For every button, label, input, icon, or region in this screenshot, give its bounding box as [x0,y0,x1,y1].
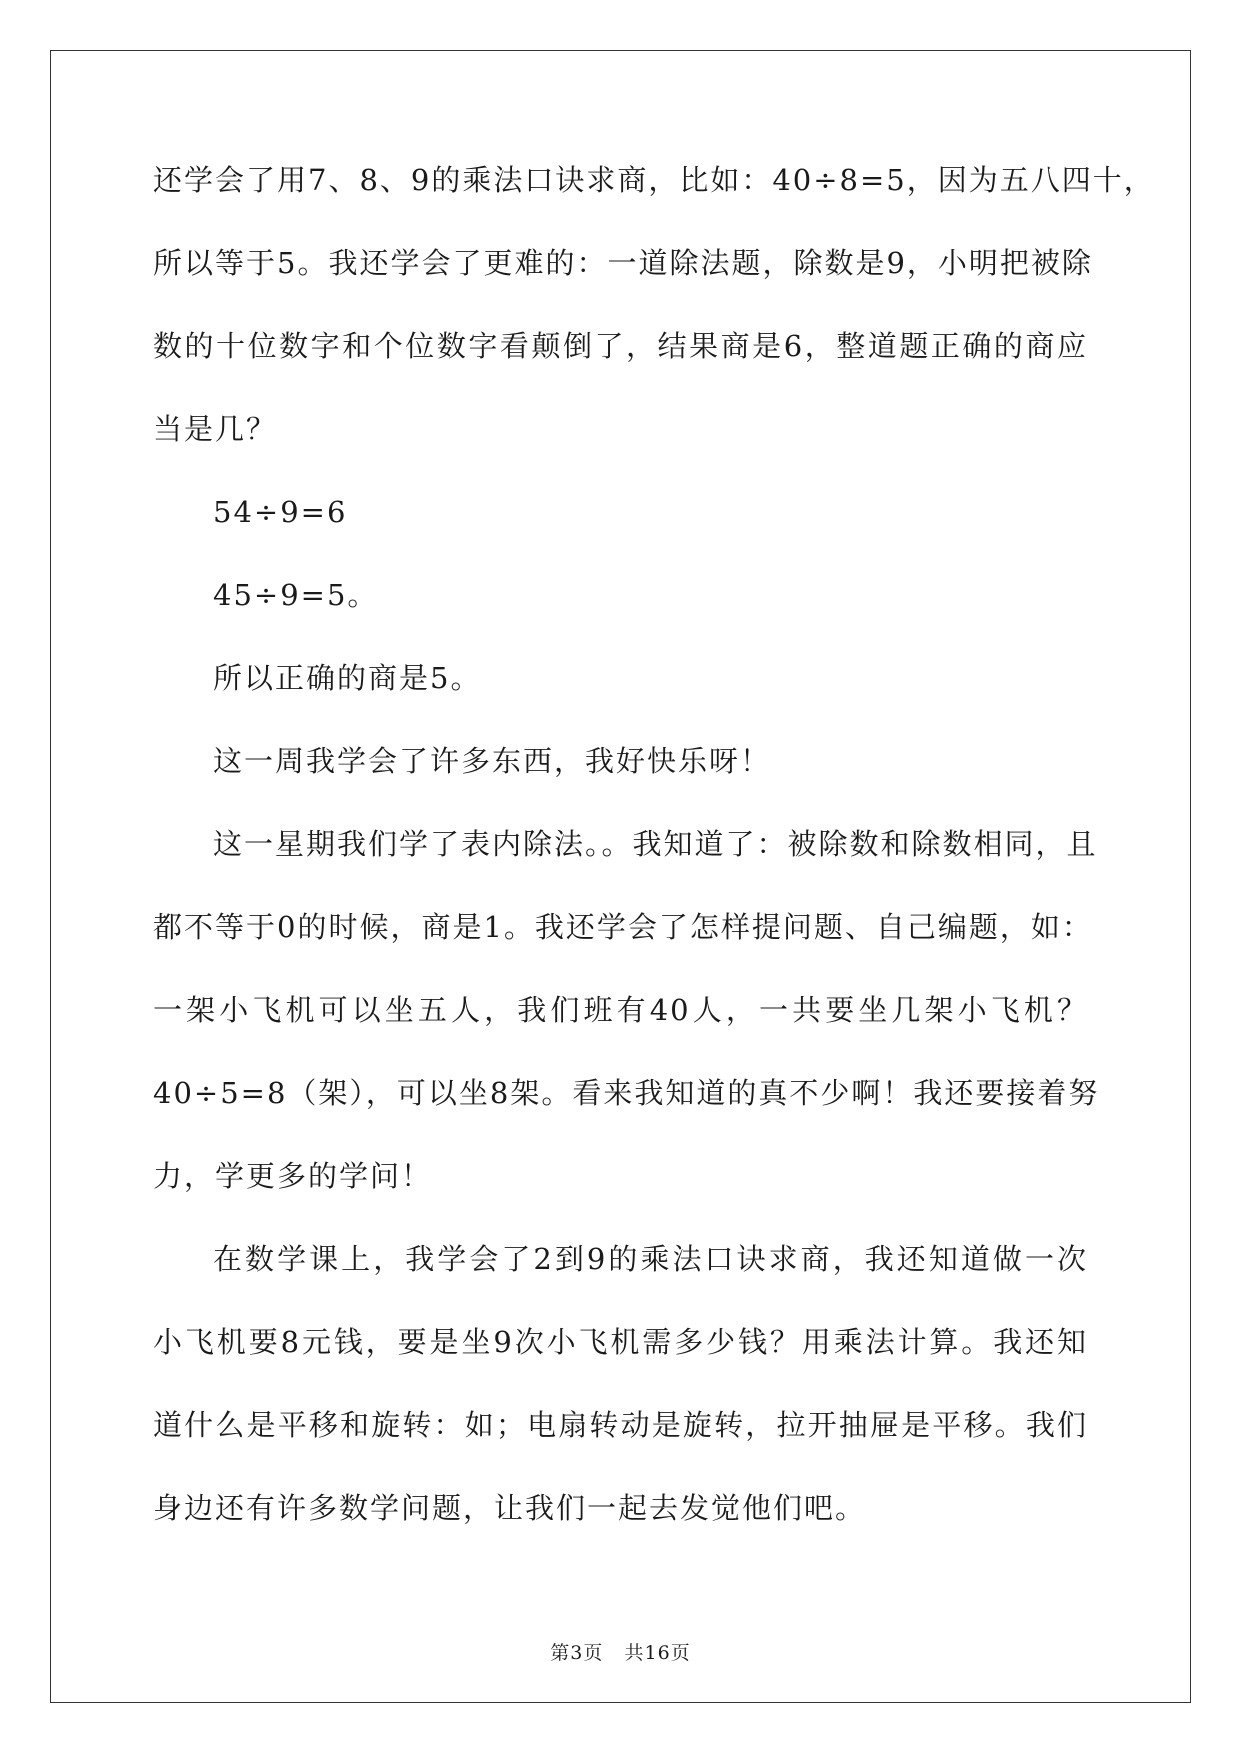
document-body [153,160,1155,1571]
text-line: 还学会了用7、8、9的乘法口诀求商，比如：40÷8=5，因为五八四十， [153,163,1155,197]
text-line: 这一周我学会了许多东西，我好快乐呀！ [213,744,772,778]
text-line: 当是几？ [153,412,278,446]
text-line: 数的十位数字和个位数字看颠倒了，结果商是6，整道题正确的商应 [153,329,1088,363]
equation-line: 45÷9=5。 [213,578,379,612]
equation-line: 54÷9=6 [213,495,348,529]
text-line: 力，学更多的学问！ [153,1159,433,1193]
text-line: 所以等于5。我还学会了更难的：一道除法题，除数是9，小明把被除 [153,246,1093,280]
text-line: 这一星期我们学了表内除法。。我知道了：被除数和除数相同，且 [213,827,1098,861]
text-line: 身边还有许多数学问题，让我们一起去发觉他们吧。 [153,1491,867,1525]
text-line: 小飞机要8元钱，要是坐9次小飞机需多少钱？用乘法计算。我还知 [153,1325,1088,1359]
text-line: 在数学课上，我学会了2到9的乘法口诀求商，我还知道做一次 [213,1242,1088,1276]
text-line: 所以正确的商是5。 [213,661,482,695]
text-line: 都不等于0的时候，商是1。我还学会了怎样提问题、自己编题，如： [153,910,1093,944]
page-number: 第3页 [550,1642,604,1664]
total-pages: 共16页 [624,1642,691,1664]
text-line: 道什么是平移和旋转：如；电扇转动是旋转，拉开抽屉是平移。我们 [153,1408,1088,1442]
text-line: 40÷5=8（架），可以坐8架。看来我知道的真不少啊！我还要接着努 [153,1076,1100,1110]
page-footer [0,1638,1241,1665]
text-line: 一架小飞机可以坐五人，我们班有40人，一共要坐几架小飞机？ [153,993,1088,1027]
